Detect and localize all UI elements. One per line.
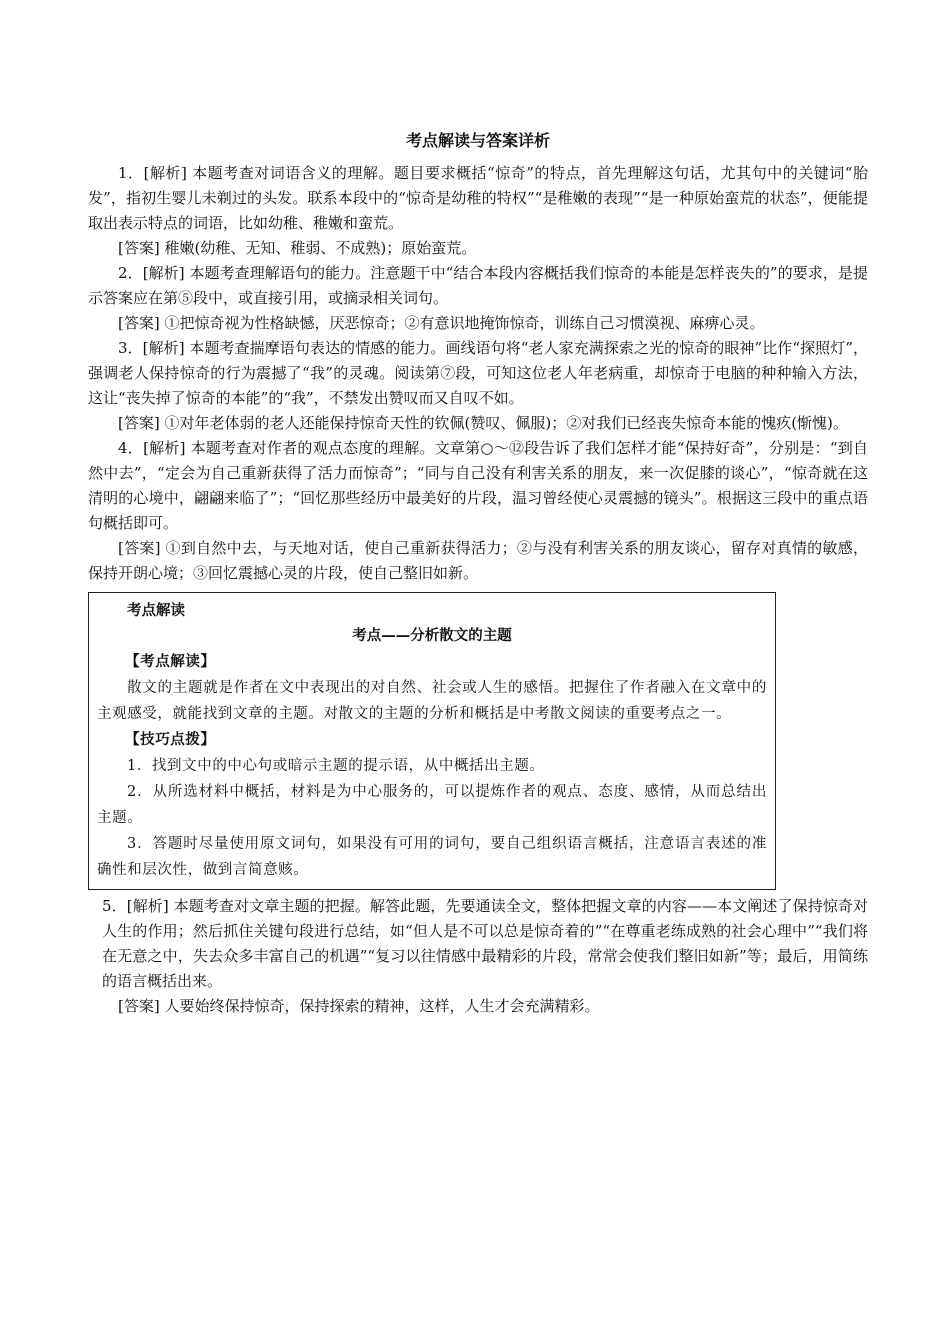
q1-answer-tag: [答案]: [118, 239, 160, 257]
q1-answer: [88, 236, 868, 261]
q3-analysis-text: 本题考查揣摩语句表达的情感的能力。画线语句将“老人家充满探索之光的惊奇的眼神”比作“探照灯”，强调老人保持惊奇的行为震撼了“我”的灵魂。阅读第⑦段，可知这位老人年老病重，却惊奇于电脑的种种输入方法，这让“丧失掉了惊奇的本能”的“我”，不禁发出赞叹而又自叹不如。: [88, 339, 868, 407]
q5-analysis-tag: [解析]: [126, 897, 169, 915]
q3-answer-text: ①对年老体弱的老人还能保持惊奇天性的钦佩(赞叹、佩服)；②对我们已经丧失惊奇本能的愧疚(惭愧)。: [164, 414, 848, 432]
q2-answer-tag: [答案]: [118, 314, 160, 332]
q4-analysis-text: 本题考查对作者的观点态度的理解。文章第○～⑫段告诉了我们怎样才能“保持好奇”，分别是：“到自然中去”，“定会为自己重新获得了活力而惊奇”；“同与自己没有利害关系的朋友，来一次促膝的谈心”，“惊奇就在这清明的心境中，翩翩来临了”；“回忆那些经历中最美好的片段，温习曾经使心灵震撼的镜头”。根据这三段中的重点语句概括即可。: [88, 439, 868, 532]
q3-analysis-tag: [解析]: [142, 339, 185, 357]
q1-analysis-tag: [解析]: [143, 164, 187, 182]
q5-number: 5．: [102, 897, 127, 915]
q3-answer-tag: [答案]: [118, 414, 160, 432]
q1-analysis-text: 本题考查对词语含义的理解。题目要求概括“惊奇”的特点，首先理解这句话，尤其句中的关键词“胎发”，指初生婴儿未剃过的头发。联系本段中的“惊奇是幼稚的特权”“是稚嫩的表现”“是一种原始蛮荒的状态”，便能提取出表示特点的词语，比如幼稚、稚嫩和蛮荒。: [88, 164, 868, 232]
q3-analysis: [88, 336, 868, 411]
q1-number: 1．: [118, 164, 144, 182]
q5-analysis: [88, 894, 868, 994]
q2-analysis-tag: [解析]: [142, 264, 185, 282]
q5-analysis-text: 本题考查对文章主题的把握。解答此题，先要通读全文，整体把握文章的内容——本文阐述了保持惊奇对人生的作用；然后抓住关键句段进行总结，如“但人是不可以总是惊奇着的”“在尊重老练成熟的社会心理中”“我们将在无意之中，失去众多丰富自己的机遇”“复习以往情感中最精彩的片段，常常会使我们整旧如新”等；最后，用简练的语言概括出来。: [102, 897, 868, 990]
q5-answer-tag: [答案]: [118, 997, 160, 1015]
box-tip-3: 3．答题时尽量使用原文词句，如果没有可用的词句，要自己组织语言概括，注意语言表述的准确性和层次性，做到言简意赅。: [97, 836, 767, 878]
q2-answer: [88, 311, 868, 336]
q2-number: 2．: [118, 264, 143, 282]
q4-answer-tag: [答案]: [118, 539, 161, 557]
q2-analysis-text: 本题考查理解语句的能力。注意题干中“结合本段内容概括我们惊奇的本能是怎样丧失的”的要求，是提示答案应在第⑤段中，或直接引用，或摘录相关词句。: [88, 264, 868, 307]
q5-answer-text: 人要始终保持惊奇，保持探索的精神，这样，人生才会充满精彩。: [164, 997, 600, 1015]
key-point-box: [88, 592, 776, 890]
page-title: 考点解读与答案详析: [405, 131, 550, 150]
q1-analysis: [88, 161, 868, 236]
q4-number: 4．: [118, 439, 144, 457]
box-heading-analysis: 【考点解读】: [125, 653, 216, 670]
document-page: [88, 128, 868, 1019]
q4-analysis-tag: [解析]: [143, 439, 186, 457]
q3-number: 3．: [118, 339, 143, 357]
box-tip-2: 2．从所选材料中概括，材料是为中心服务的，可以提炼作者的观点、态度、感情，从而总结出主题。: [97, 784, 767, 826]
box-tip-1: 1．找到文中的中心句或暗示主题的提示语，从中概括出主题。: [127, 758, 545, 774]
q4-analysis: [88, 436, 868, 536]
q5-answer: [88, 994, 868, 1019]
q4-answer-text: ①到自然中去，与天地对话，使自己重新获得活力；②与没有利害关系的朋友谈心，留存对真情的敏感，保持开朗心境；③回忆震撼心灵的片段，使自己整旧如新。: [88, 539, 868, 582]
q3-answer: [88, 411, 868, 436]
q2-answer-text: ①把惊奇视为性格缺憾，厌恶惊奇；②有意识地掩饰惊奇，训练自己习惯漠视、麻痹心灵。: [164, 314, 765, 332]
q1-answer-text: 稚嫩(幼稚、无知、稚弱、不成熟)；原始蛮荒。: [164, 239, 477, 257]
q2-analysis: [88, 261, 868, 311]
box-heading-tips: 【技巧点拨】: [125, 731, 216, 748]
box-subtitle: 考点——分析散文的主题: [352, 628, 512, 644]
box-label: 考点解读: [127, 603, 185, 619]
q4-answer: [88, 536, 868, 586]
box-analysis-text: 散文的主题就是作者在文中表现出的对自然、社会或人生的感悟。把握住了作者融入在文章中的主观感受，就能找到文章的主题。对散文的主题的分析和概括是中考散文阅读的重要考点之一。: [97, 680, 767, 722]
